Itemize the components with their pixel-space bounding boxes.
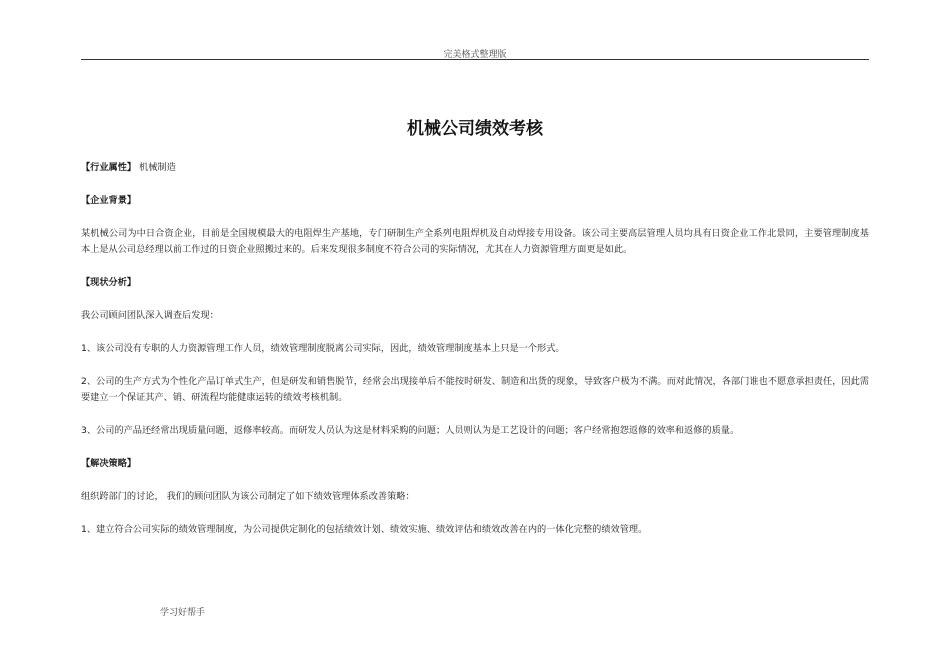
industry-label: 【行业属性】 (81, 162, 137, 173)
industry-line (81, 160, 869, 176)
strategy-intro: 组织跨部门的讨论， 我们的顾问团队为该公司制定了如下绩效管理体系改善策略： (81, 491, 415, 502)
document-body (81, 160, 869, 555)
analysis-heading: 【现状分析】 (81, 277, 137, 288)
analysis-item: 1、该公司没有专职的人力资源管理工作人员，绩效管理制度脱离公司实际，因此，绩效管理制度基本上只是一个形式。 (81, 343, 565, 354)
strategy-heading: 【解决策略】 (81, 458, 137, 469)
page-footer: 学习好帮手 (160, 608, 206, 618)
strategy-item: 1、建立符合公司实际的绩效管理制度，为公司提供定制化的包括绩效计划、绩效实施、绩效评估和绩效改善在内的一体化完整的绩效管理。 (81, 524, 648, 535)
background-heading: 【企业背景】 (81, 195, 137, 206)
analysis-intro: 我公司顾问团队深入调查后发现： (81, 310, 219, 321)
analysis-item: 3、公司的产品还经常出现质量问题，返修率较高。而研发人员认为这是材料采购的问题；人员则认为是工艺设计的问题；客户经常抱怨返修的效率和返修的质量。 (81, 425, 740, 436)
document-title: 机械公司绩效考核 (407, 119, 543, 139)
analysis-item: 2、公司的生产方式为个性化产品订单式生产，但是研发和销售脱节，经常会出现接单后不能按时研发、制造和出货的现象，导致客户极为不满。而对此情况，各部门谁也不愿意承担责任，因此需要建立一个保证其产、销、研流程均能健康运转的绩效考核机制。 (81, 376, 869, 403)
industry-value: 机械制造 (139, 162, 176, 173)
page-header: 完美格式整理版 (443, 50, 507, 60)
background-text: 某机械公司为中日合资企业，目前是全国规模最大的电阻焊生产基地，专门研制生产全系列电阻焊机及自动焊接专用设备。该公司主要高层管理人员均具有日资企业工作北景同，主要管理制度基本上是从公司总经理以前工作过的日资企业照搬过来的。后来发现很多制度不符合公司的实际情况，尤其在人力资源管理方面更是如此。 (81, 228, 869, 255)
header-divider (81, 59, 869, 60)
